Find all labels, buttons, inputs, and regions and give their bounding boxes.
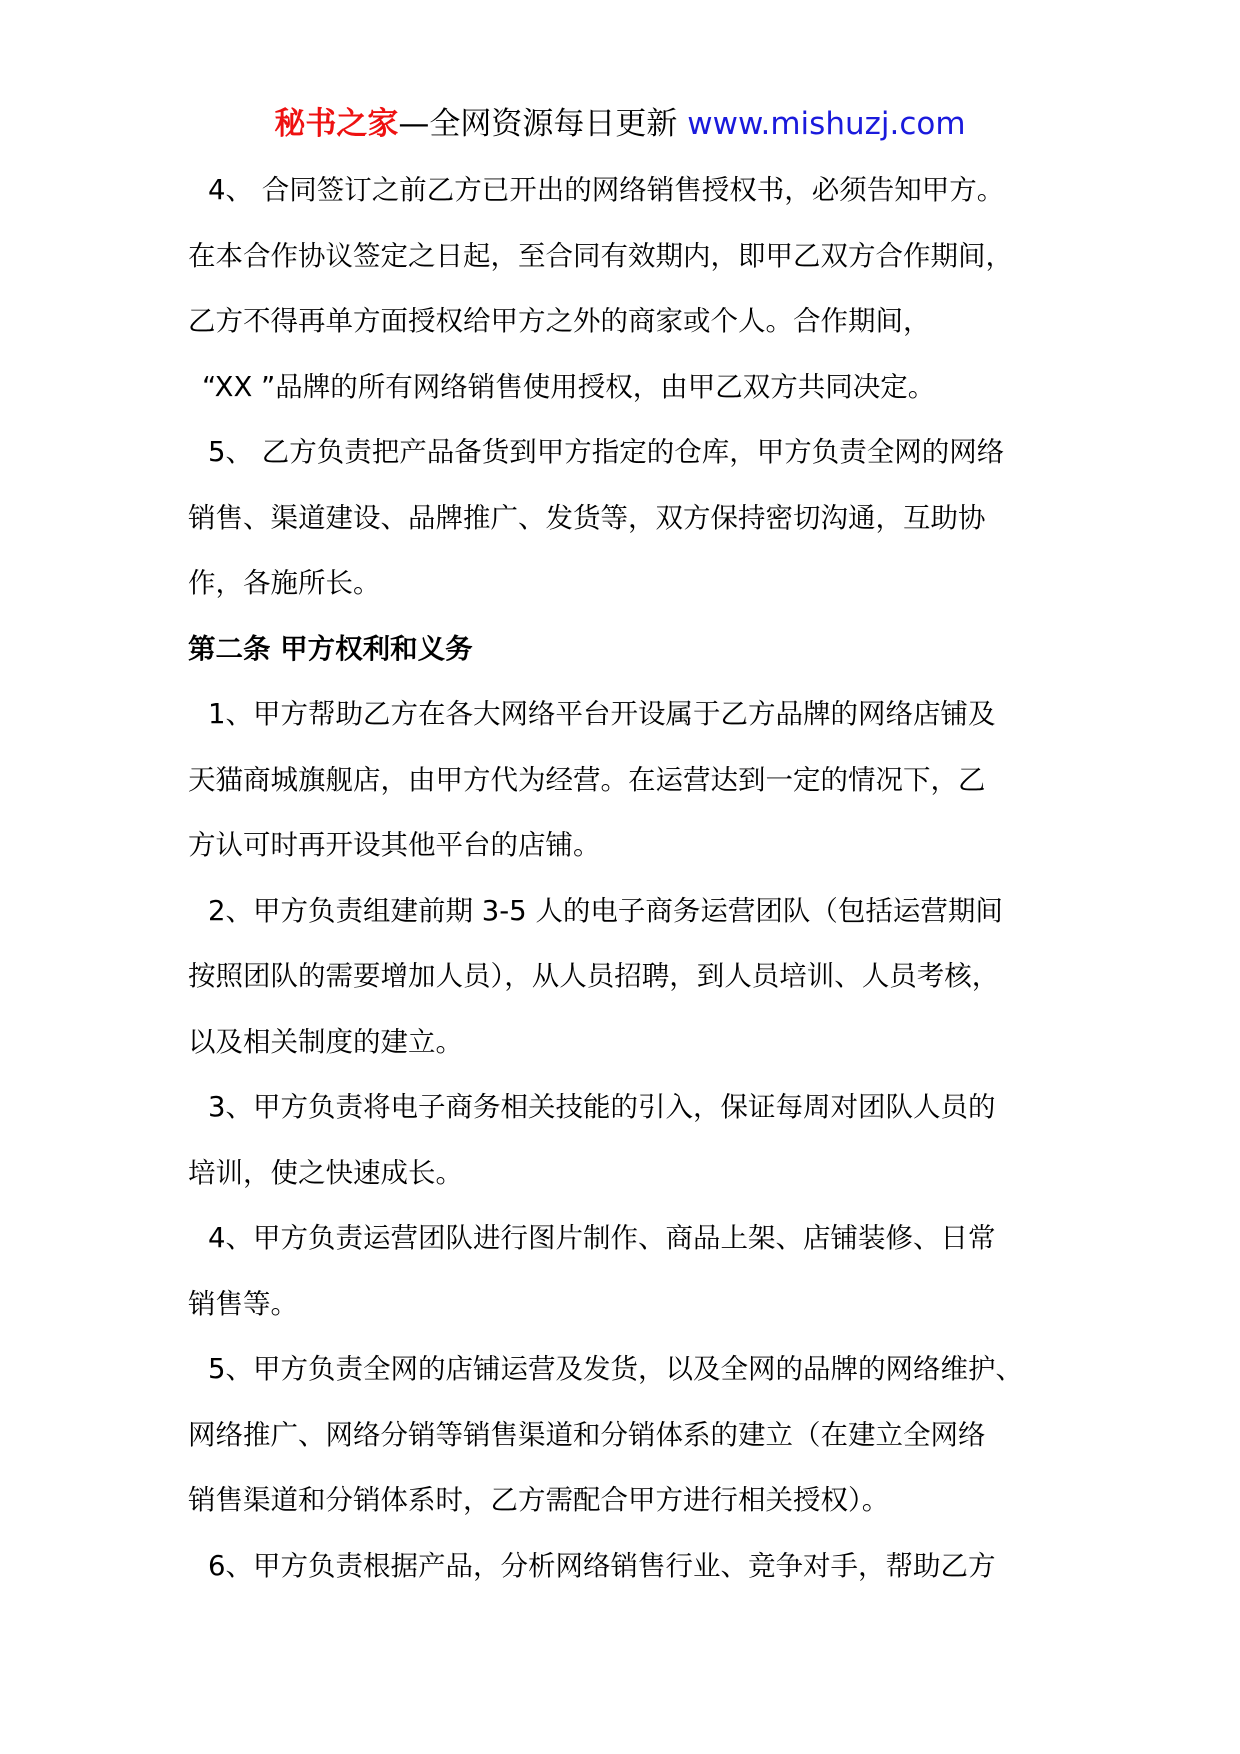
site-header	[0, 104, 1240, 144]
paragraph-line: 销售、渠道建设、品牌推广、发货等，双方保持密切沟通，互助协	[188, 501, 986, 534]
paragraph-line: 作，各施所长。	[188, 567, 381, 599]
paragraph-line: 3、甲方负责将电子商务相关技能的引入，保证每周对团队人员的	[208, 1091, 996, 1123]
site-tagline: —全网资源每日更新	[398, 106, 688, 142]
site-brand: 秘书之家	[274, 106, 399, 142]
section-heading: 第二条 甲方权利和义务	[188, 632, 473, 665]
paragraph-line: 乙方不得再单方面授权给甲方之外的商家或个人。合作期间，	[188, 305, 931, 337]
paragraph-line: 以及相关制度的建立。	[188, 1025, 463, 1058]
paragraph-line: 4、 合同签订之前乙方已开出的网络销售授权书，必须告知甲方。	[208, 174, 1005, 206]
paragraph-line: 网络推广、网络分销等销售渠道和分销体系的建立（在建立全网络	[188, 1418, 986, 1451]
paragraph-line: 4、甲方负责运营团队进行图片制作、商品上架、店铺装修、日常	[208, 1222, 996, 1254]
paragraph-line: 销售渠道和分销体系时，乙方需配合甲方进行相关授权）。	[188, 1484, 890, 1516]
paragraph-line: 2、甲方负责组建前期 3-5 人的电子商务运营团队（包括运营期间	[208, 894, 1003, 927]
paragraph-line: 1、甲方帮助乙方在各大网络平台开设属于乙方品牌的网络店铺及	[208, 698, 996, 730]
paragraph-line: 6、甲方负责根据产品，分析网络销售行业、竞争对手，帮助乙方	[208, 1549, 996, 1582]
paragraph-line: 5、甲方负责全网的店铺运营及发货，以及全网的品牌的网络维护、	[208, 1353, 1023, 1385]
paragraph-line: 天猫商城旗舰店，由甲方代为经营。在运营达到一定的情况下，乙	[188, 763, 986, 796]
paragraph-line: 培训，使之快速成长。	[188, 1156, 463, 1189]
paragraph-line: 在本合作协议签定之日起，至合同有效期内，即甲乙双方合作期间，	[188, 239, 1013, 272]
paragraph-line: 方认可时再开设其他平台的店铺。	[188, 829, 601, 861]
paragraph-line: 5、 乙方负责把产品备货到甲方指定的仓库，甲方负责全网的网络	[208, 436, 1005, 468]
document-body	[188, 170, 1068, 1611]
paragraph-line: “XX ”品牌的所有网络销售使用授权，由甲乙双方共同决定。	[202, 370, 936, 403]
site-url: www.mishuzj.com	[687, 106, 966, 142]
paragraph-line: 按照团队的需要增加人员），从人员招聘，到人员培训、人员考核，	[188, 960, 1000, 992]
paragraph-line: 销售等。	[188, 1287, 298, 1320]
